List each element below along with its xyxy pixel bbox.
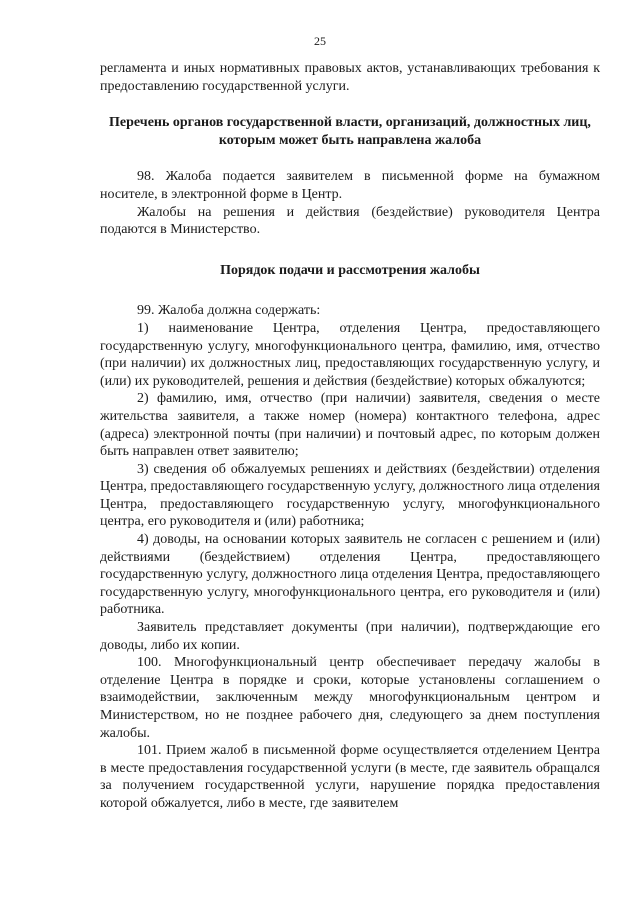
document-body: [100, 60, 600, 813]
spacer: [100, 149, 600, 168]
section-heading: Порядок подачи и рассмотрения жалобы: [220, 262, 480, 278]
paragraph: 2) фамилию, имя, отчество (при наличии) заявителя, сведения о месте жительства заявителя, а также номер (номера) контактного телефона, адрес (адреса) электронной почты (при наличии) и почтовый адрес, по которым должен быть направлен ответ заявителю;: [100, 391, 600, 460]
paragraph: 98. Жалоба подается заявителем в письменной форме на бумажном носителе, в электронной форме в Центр.: [100, 169, 600, 202]
section-heading: Перечень органов государственной власти, организаций, должностных лиц, которым может быть направлена жалоба: [109, 115, 591, 148]
spacer: [100, 239, 600, 262]
paragraph: 4) доводы, на основании которых заявитель не согласен с решением и (или) действиями (бездействием) отделения Центра, предоставляющего государственную услугу, должностного лица отделения Центра, предоставляющего государственную услугу, многофункционального центра, его руководителя и (или) работника.: [100, 532, 600, 618]
paragraph: Жалобы на решения и действия (бездействие) руководителя Центра подаются в Министерство.: [100, 204, 600, 238]
paragraph: 3) сведения об обжалуемых решениях и действиях (бездействии) отделения Центра, предоставляющего государственную услугу, должностного лица отделения Центра, предоставляющего государственную услугу, многофункционального центра, его руководителя и (или) работника;: [100, 461, 600, 530]
page-number: 25: [314, 34, 326, 48]
spacer: [100, 279, 600, 302]
paragraph: 100. Многофункциональный центр обеспечивает передачу жалобы в отделение Центра в порядке и сроки, которые установлены соглашением о взаимодействии, заключенным между многофункциональным центром и Министерством, но не позднее рабочего дня, следующего за днем поступления жалобы.: [100, 655, 600, 741]
paragraph: 1) наименование Центра, отделения Центра, предоставляющего государственную услугу, многофункционального центра, фамилию, имя, отчество (при наличии) их должностных лиц, предоставляющих государственную услугу, и (или) их руководителей, решения и действия (бездействие) которых обжалуются;: [100, 320, 600, 389]
spacer: [100, 95, 600, 114]
paragraph-continuation: регламента и иных нормативных правовых актов, устанавливающих требования к предоставлению государственной услуги.: [100, 61, 600, 94]
paragraph: 101. Прием жалоб в письменной форме осуществляется отделением Центра в месте предоставления государственной услуги (в месте, где заявитель обращался за получением государственной услуги, нарушение порядка предоставления которой обжалуется, либо в месте, где заявителем: [100, 743, 600, 811]
paragraph: 99. Жалоба должна содержать:: [137, 303, 321, 319]
paragraph: Заявитель представляет документы (при наличии), подтверждающие его доводы, либо их копии.: [100, 620, 600, 653]
